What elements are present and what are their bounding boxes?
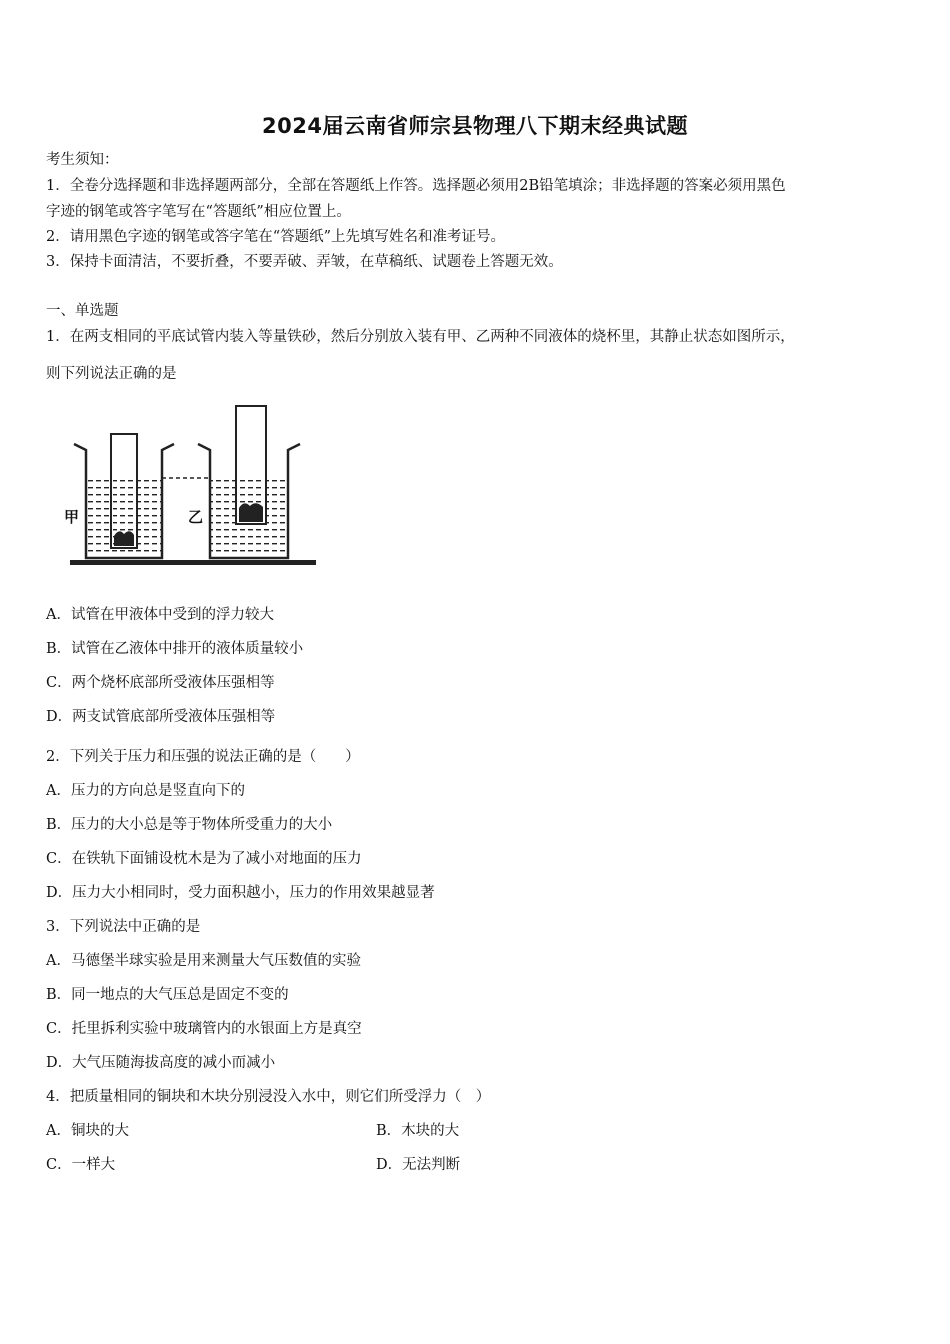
question-4-stem: 4．把质量相同的铜块和木块分别浸没入水中，则它们所受浮力（ ） [46,1089,491,1105]
notice-item: 3．保持卡面清洁，不要折叠，不要弄破、弄皱，在草稿纸、试题卷上答题无效。 [46,254,563,270]
question-1-option-d[interactable]: D．两支试管底部所受液体压强相等 [46,709,276,725]
iron-sand-right [239,503,263,522]
section-heading: 一、单选题 [46,303,119,319]
ground-base [70,560,316,565]
notice-heading: 考生须知： [46,152,119,168]
question-2-stem: 2．下列关于压力和压强的说法正确的是（ ） [46,749,360,765]
question-4-option-c[interactable]: C．一样大 [46,1157,116,1173]
question-3-option-d[interactable]: D．大气压随海拔高度的减小而减小 [46,1055,276,1071]
beaker-diagram [64,400,324,575]
label-yi: 乙 [188,508,204,526]
question-1-stem: 1．在两支相同的平底试管内装入等量铁砂，然后分别放入装有甲、乙两种不同液体的烧杯里，其静止状态如图所示， [46,329,795,345]
question-2-option-c[interactable]: C．在铁轨下面铺设枕木是为了减小对地面的压力 [46,851,362,867]
question-3-stem: 3．下列说法中正确的是 [46,919,201,935]
question-1-option-a[interactable]: A．试管在甲液体中受到的浮力较大 [46,607,274,623]
question-3-option-c[interactable]: C．托里拆利实验中玻璃管内的水银面上方是真空 [46,1021,362,1037]
notice-item: 2．请用黑色字迹的钢笔或答字笔在“答题纸”上先填写姓名和准考证号。 [46,229,506,245]
question-1-figure [64,400,324,575]
question-2-option-b[interactable]: B．压力的大小总是等于物体所受重力的大小 [46,817,333,833]
question-3-option-a[interactable]: A．马德堡半球实验是用来测量大气压数值的实验 [46,953,361,969]
question-4-option-d[interactable]: D．无法判断 [376,1157,461,1173]
notice-item: 字迹的钢笔或答字笔写在“答题纸”相应位置上。 [46,204,351,220]
label-jia: 甲 [64,508,80,526]
beaker-left [74,434,174,558]
question-1-option-b[interactable]: B．试管在乙液体中排开的液体质量较小 [46,641,304,657]
question-4-option-a[interactable]: A．铜块的大 [46,1123,129,1139]
beaker-right [198,406,300,558]
question-2-option-a[interactable]: A．压力的方向总是竖直向下的 [46,783,245,799]
page-title: 2024届云南省师宗县物理八下期末经典试题 [262,114,688,138]
question-2-option-d[interactable]: D．压力大小相同时，受力面积越小，压力的作用效果越显著 [46,885,435,901]
notice-item: 1．全卷分选择题和非选择题两部分，全部在答题纸上作答。选择题必须用2B铅笔填涂；非选择题的答案必须用黑色 [46,178,786,194]
question-3-option-b[interactable]: B．同一地点的大气压总是固定不变的 [46,987,289,1003]
question-1-option-c[interactable]: C．两个烧杯底部所受液体压强相等 [46,675,275,691]
question-4-option-b[interactable]: B．木块的大 [376,1123,460,1139]
question-1-stem-cont: 则下列说法正确的是 [46,366,177,382]
